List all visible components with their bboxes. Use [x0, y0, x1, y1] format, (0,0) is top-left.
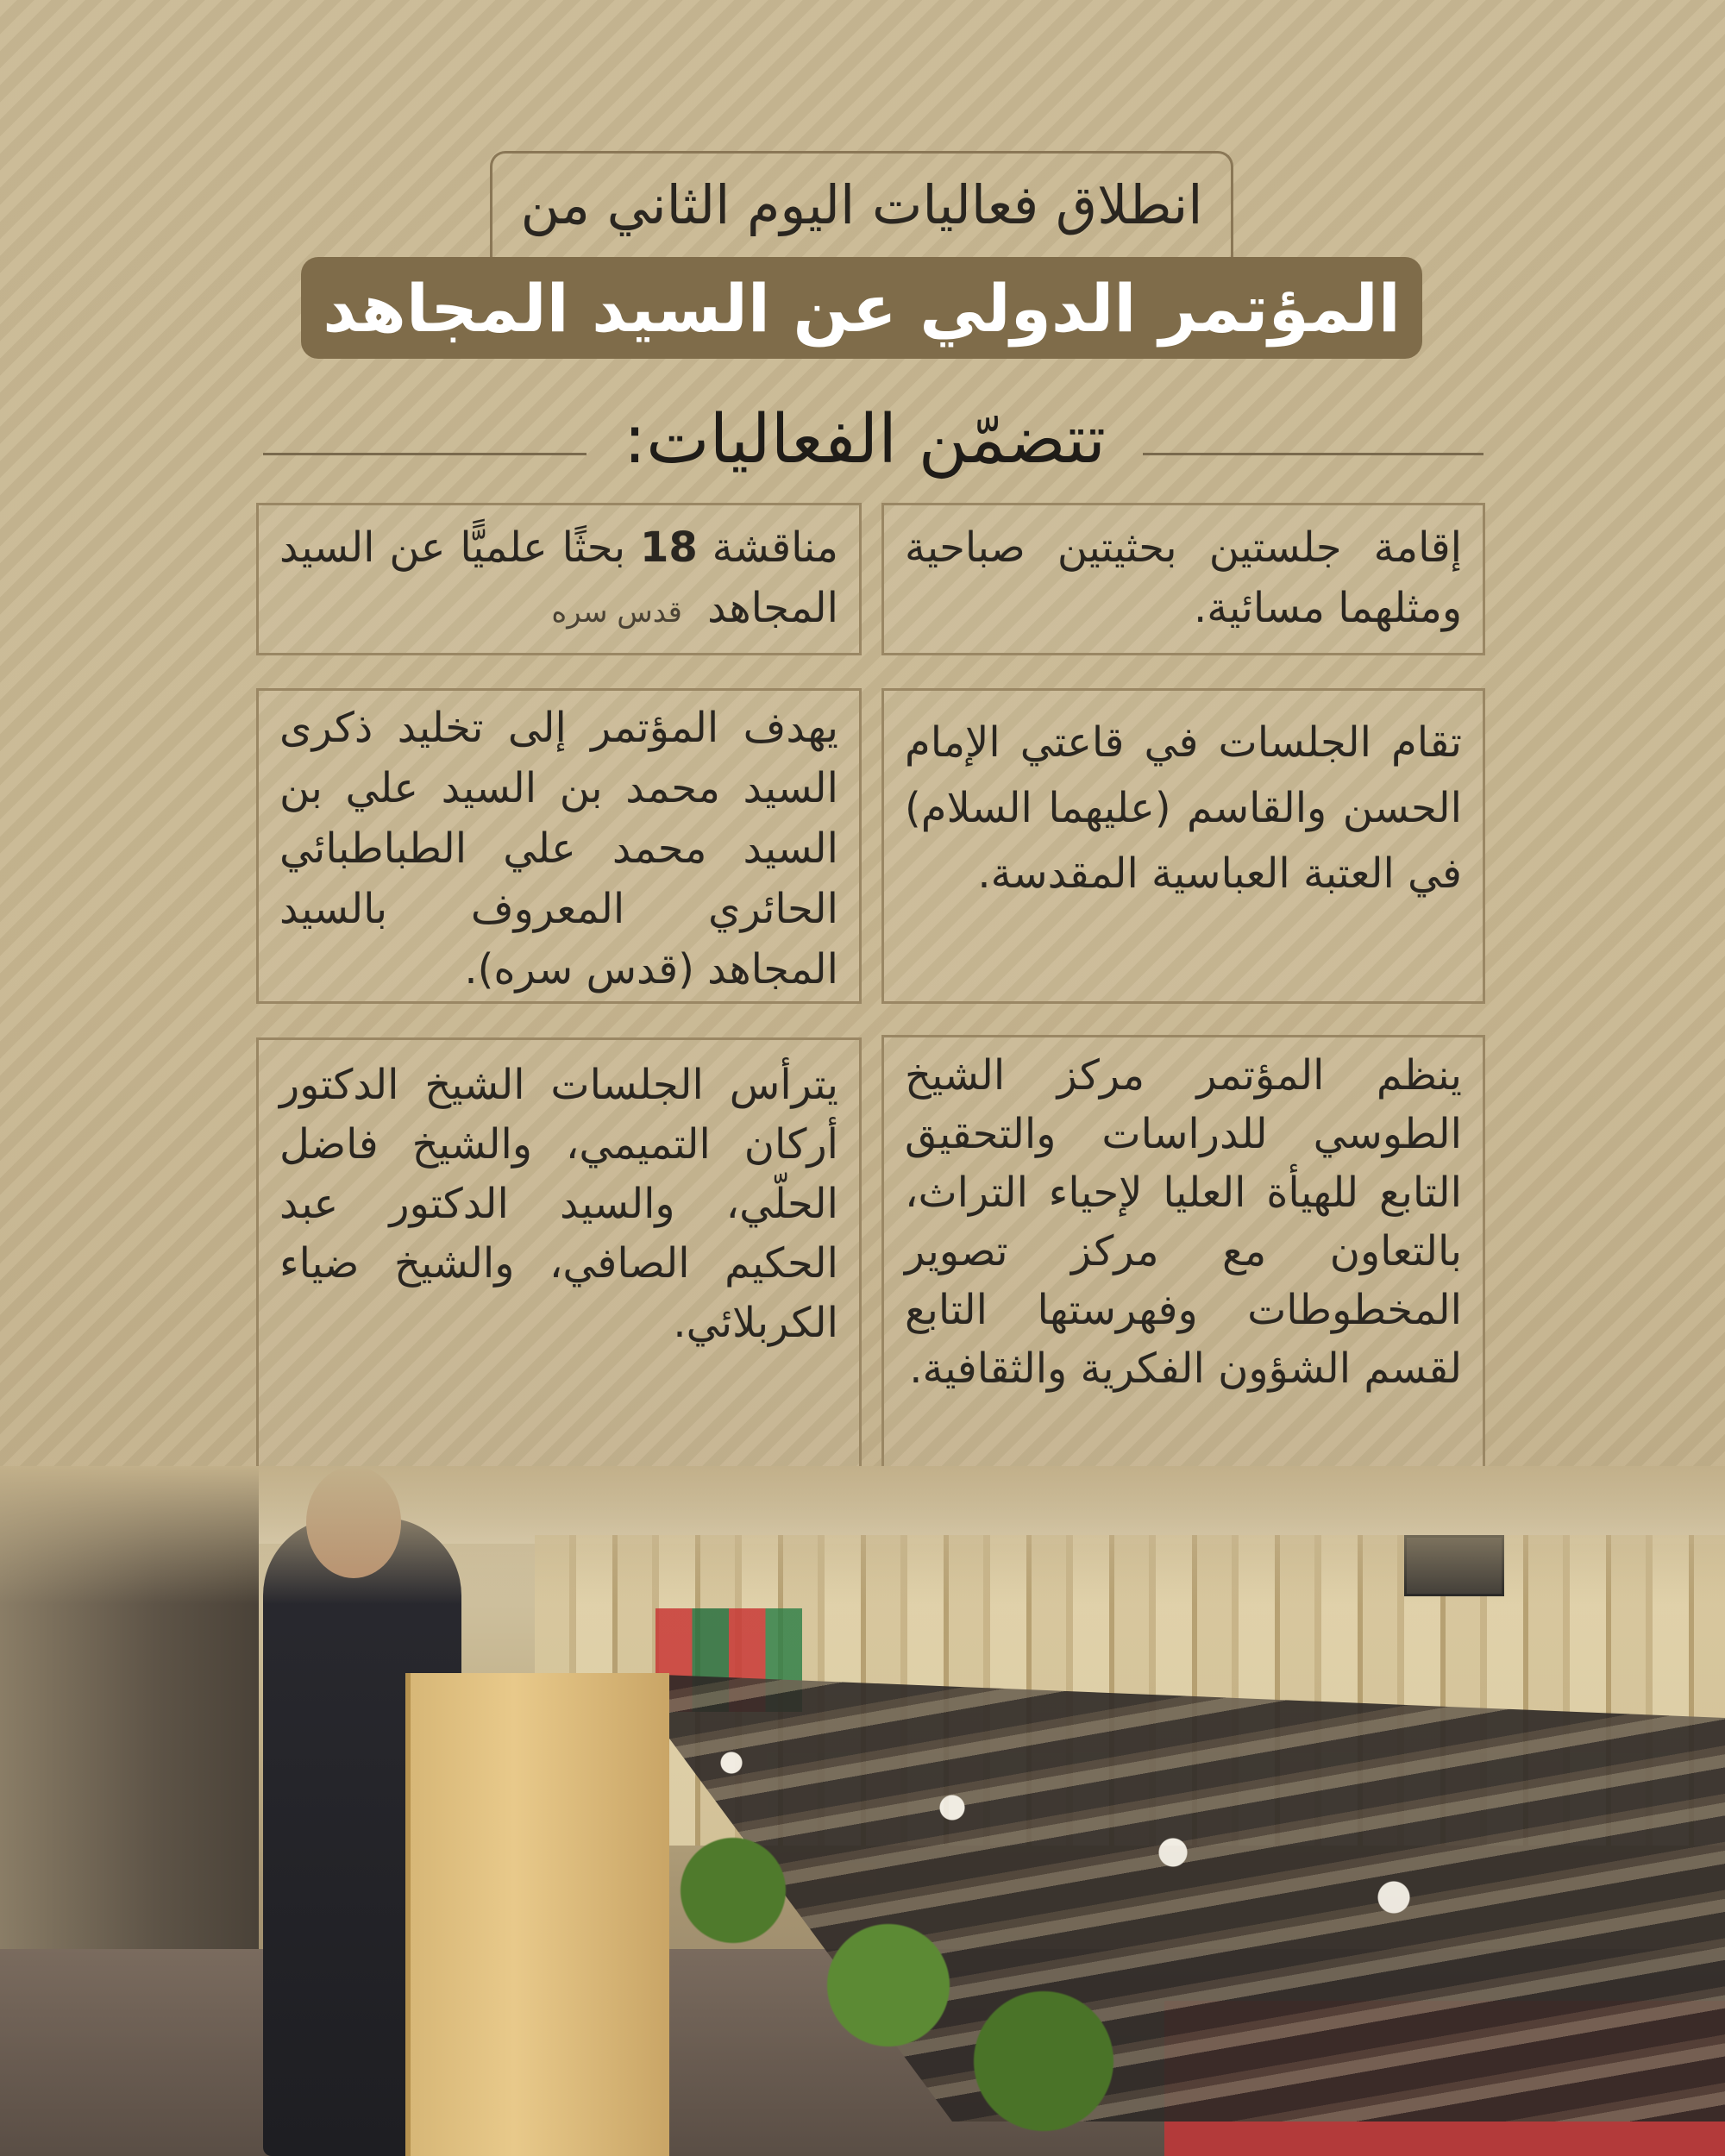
heading-divider-right	[1143, 453, 1484, 455]
honorific-calligraphy: قدس سره	[551, 595, 682, 630]
wooden-podium	[405, 1673, 669, 2156]
section-heading	[263, 392, 1484, 487]
chairs-text: يترأس الجلسات الشيخ الدكتور أركان التميمي، والشيخ فاضل الحلّي، والسيد الدكتور عبد الحكيم الصافي، والشيخ ضياء الكربلائي.	[279, 1061, 838, 1347]
organizer-box	[881, 1035, 1485, 1475]
photo-top-fade	[0, 1466, 1725, 1604]
potted-plants	[656, 1777, 1173, 2156]
subtitle: انطلاق فعاليات اليوم الثاني من	[520, 172, 1203, 236]
section-heading-text: تتضمّن الفعاليات:	[623, 401, 1107, 479]
halls-text: تقام الجلسات في قاعتي الإمام الحسن والقاسم (عليهما السلام) في العتبة العباسية المقدسة.	[905, 718, 1462, 898]
research-prefix: مناقشة	[712, 523, 838, 572]
halls-box	[881, 688, 1485, 1004]
heading-divider-left	[263, 453, 586, 455]
research-count: 18	[639, 523, 698, 572]
research-suffix: بحثًا علميًّا عن السيد المجاهد	[279, 523, 838, 632]
sessions-text: إقامة جلستين بحثيتين صباحية ومثلهما مسائية.	[905, 523, 1462, 632]
chairs-box	[256, 1037, 862, 1473]
aim-text: يهدف المؤتمر إلى تخليد ذكرى السيد محمد بن السيد علي بن السيد محمد علي الطباطبائي الحائري المعروف بالسيد المجاهد (قدس سره).	[279, 704, 838, 993]
page-title: المؤتمر الدولي عن السيد المجاهد	[301, 257, 1422, 359]
aim-box	[256, 688, 862, 1004]
organizer-text: ينظم المؤتمر مركز الشيخ الطوسي للدراسات والتحقيق التابع للهيأة العليا لإحياء التراث، بالتعاون مع مركز تصوير المخطوطات وفهرستها التابع لقسم الشؤون الفكرية والثقافية.	[905, 1051, 1462, 1393]
sessions-box	[881, 503, 1485, 655]
conference-hall-photo	[0, 1466, 1725, 2156]
research-box	[256, 503, 862, 655]
